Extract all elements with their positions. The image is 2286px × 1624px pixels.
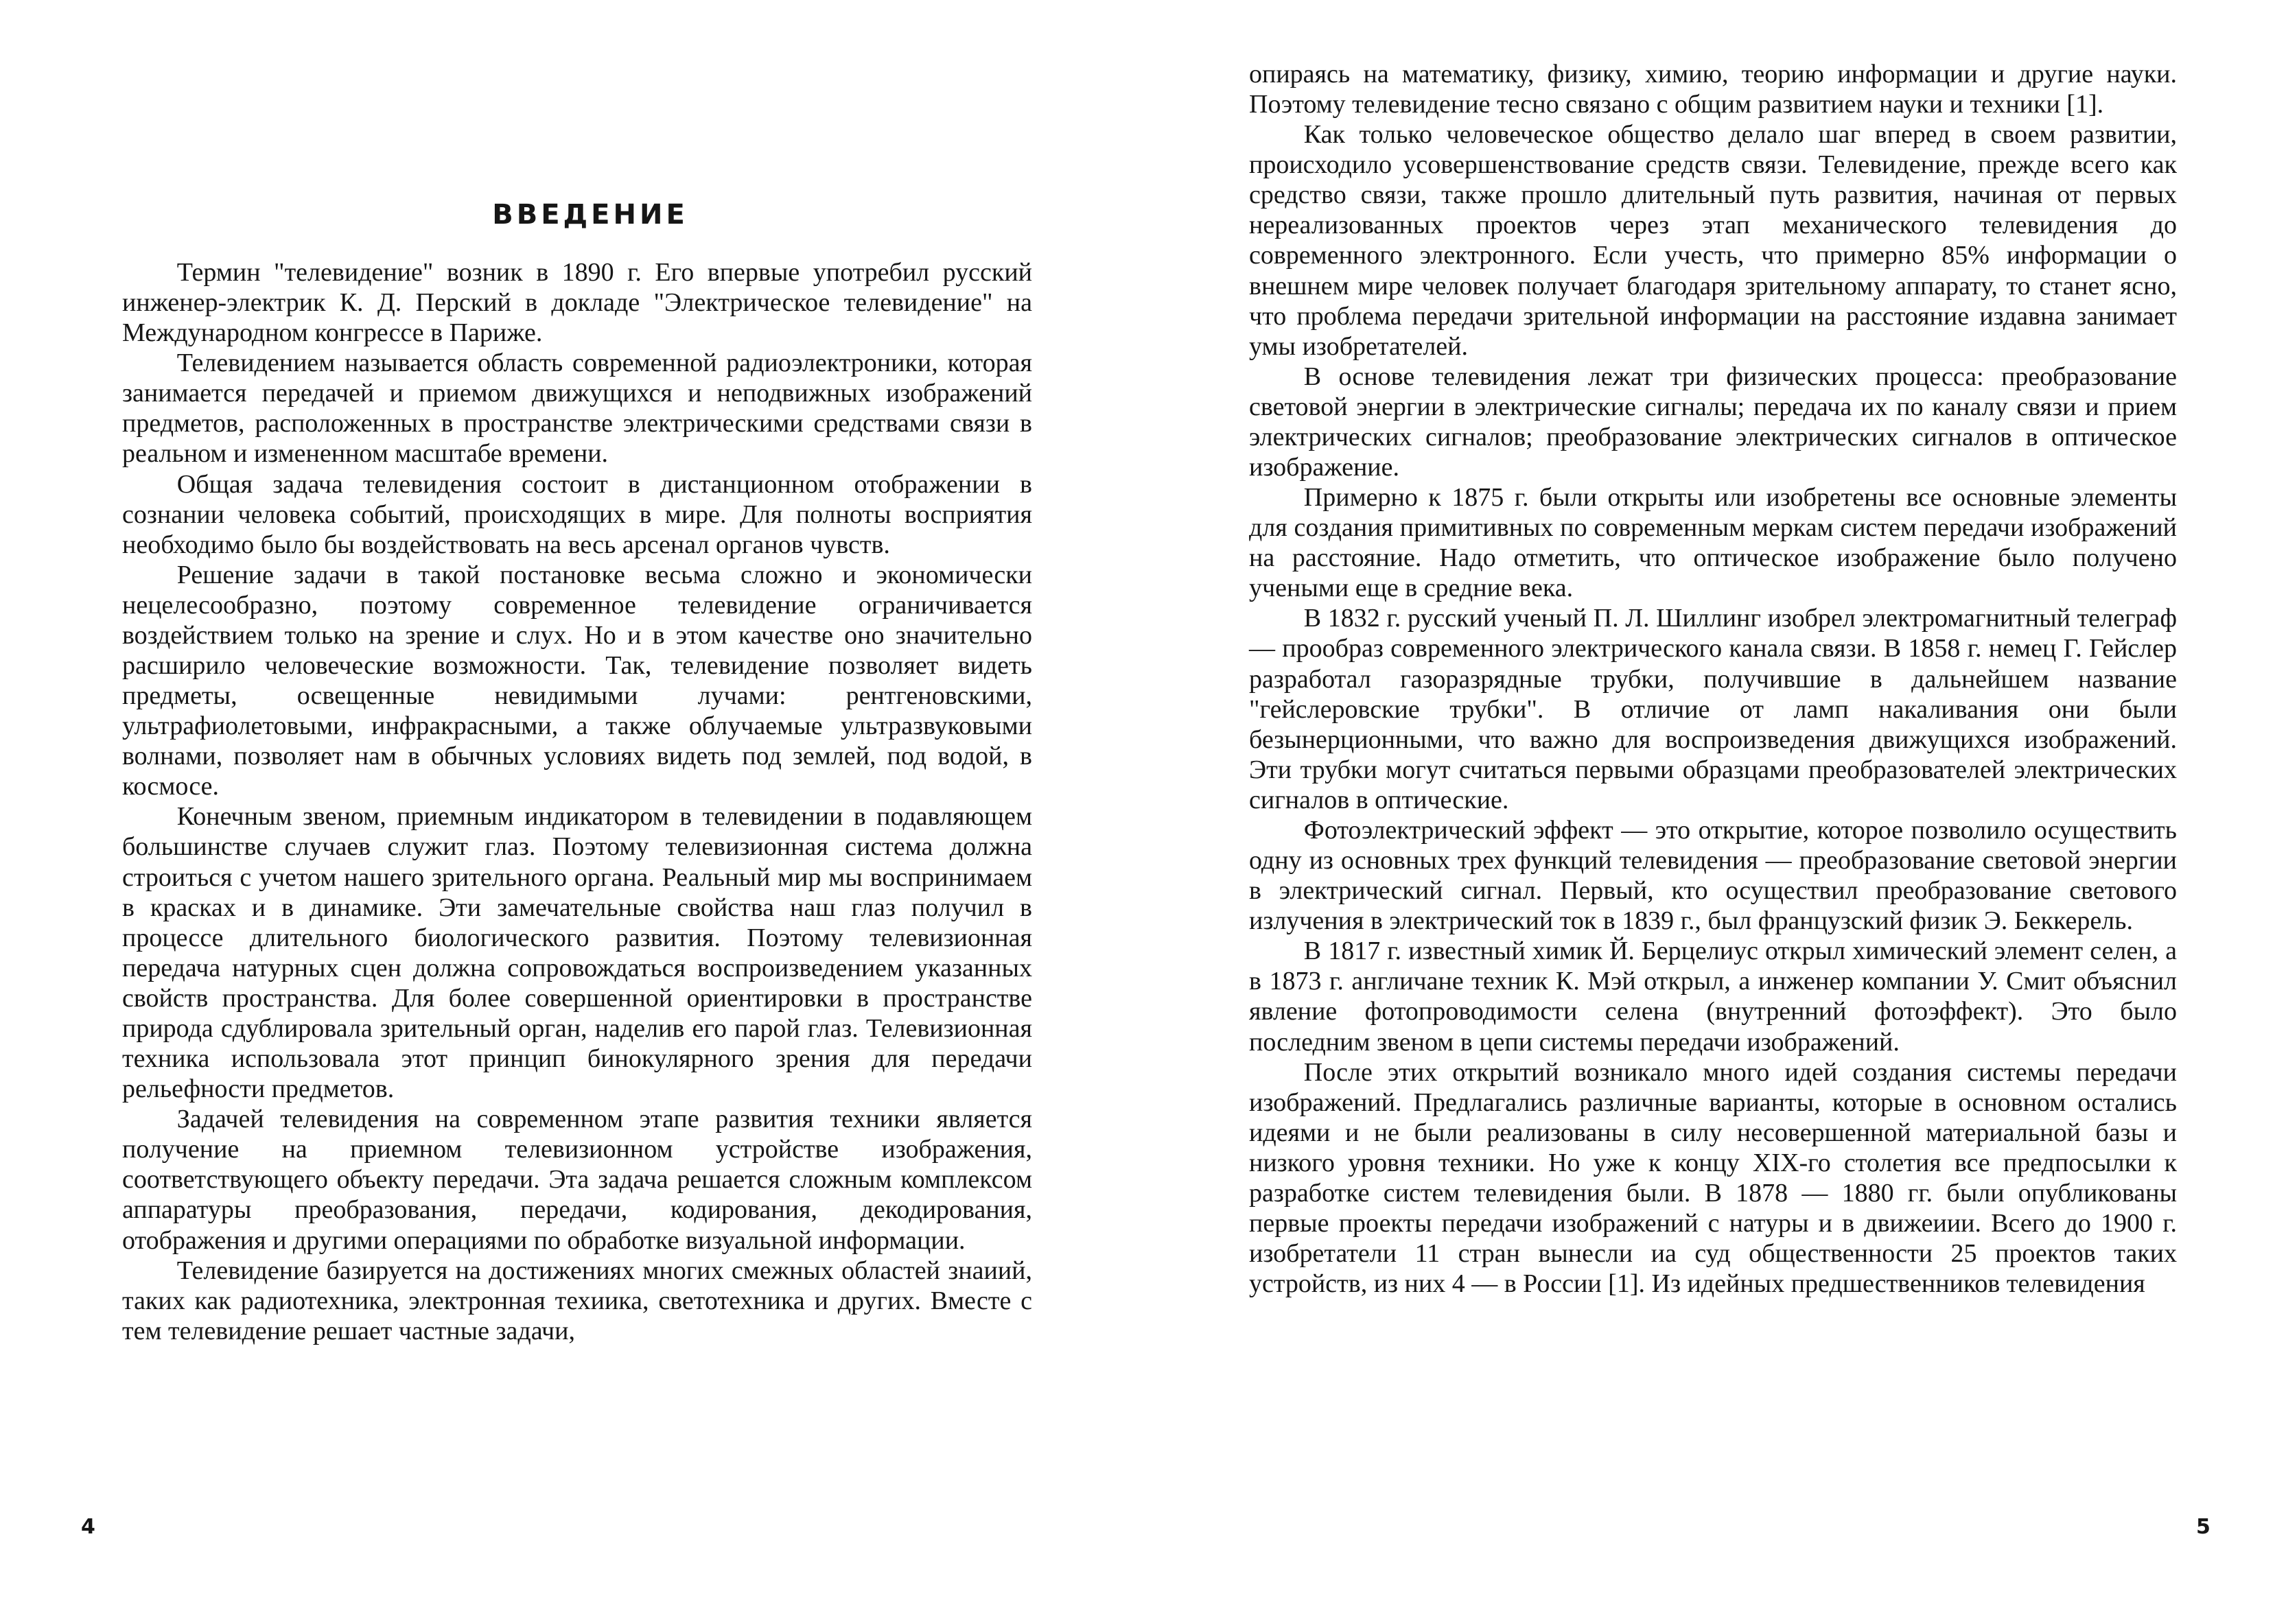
- paragraph: Фотоэлектрический эффект — это открытие, которое позволило осуществить одну из основных трех функций телевидения — преобразование световой энергии в электрический сигнал. Первый, кто осуществил преобразование светового излучения в электрический ток в 1839 г., был французский физик Э. Беккерель.: [1249, 815, 2177, 936]
- paragraph: Примерно к 1875 г. были открыты или изобретены все основные элементы для создания примитивных по современным меркам систем передачи изображений на расстояние. Надо отметить, что оптическое изображение было получено учеными еще в средние века.: [1249, 483, 2177, 603]
- paragraph: Задачей телевидения на современном этапе развития техники является получение на приемном телевизионном устройстве изображения, соответствующего объекту передачи. Эта задача решается сложным комплексом аппаратуры преобразования, передачи, кодирования, декодирования, отображения и другими операциями по обработке визуальной информации.: [122, 1105, 1032, 1255]
- page-number-right: 5: [2196, 1515, 2211, 1539]
- paragraph: Телевидение базируется на достижениях многих смежных областей знаиий, таких как радиотехника, электронная техиика, светотехника и других. Вместе с тем телевидение решает частные задачи,: [122, 1256, 1032, 1345]
- paragraph: Термин "телевидение" возник в 1890 г. Его впервые употребил русский инженер-электрик К. Д. Перский в докладе "Электрическое телевидение" на Международном конгрессе в Париже.: [122, 258, 1032, 348]
- paragraph: Решение задачи в такой постановке весьма сложно и экономически нецелесообразно, поэтому современное телевидение ограничивается воздействием только на зрение и слух. Но и в этом качестве оно значительно расширило человеческие возможности. Так, телевидение позволяет видеть предметы, освещенные невидимыми лучами: рентгеновскими, ультрафиолетовыми, инфракрасными, а также облучаемые ультразвуковыми волнами, позволяет нам в обычных условиях видеть под землей, под водой, в космосе.: [122, 560, 1032, 801]
- right-page: [1139, 0, 2286, 1624]
- paragraph: Телевидением называется область современной радиоэлектроники, которая занимается передачей и приемом движущихся и неподвижных изображений предметов, расположенных в пространстве электрическими средствами связи в реальном и измененном масштабе времени.: [122, 349, 1032, 469]
- paragraph: После этих открытий возникало много идей создания системы передачи изображений. Предлагались различные варианты, которые в основном остались идеями и не были реализованы в силу несовершенной материальной базы и низкого уровня техники. Но уже к концу XIX-го столетия все предпосылки к разработке систем телевидения были. В 1878 — 1880 гг. были опубликованы первые проекты передачи изображений с натуры и в движеиии. Всего до 1900 г. изобретатели 11 стран вынесли иа суд общественности 25 проектов таких устройств, из них 4 — в России [1]. Из идейных предшественников телевидения: [1249, 1057, 2177, 1299]
- paragraph: Как только человеческое общество делало шаг вперед в своем развитии, происходило усовершенствование средств связи. Телевидение, прежде всего как средство связи, также прошло длительный путь развития, начиная от первых нереализованных проектов через этап механического телевидения до современного электронного. Если учесть, что примерно 85% информации о внешнем мире человек получает благодаря зрительному аппарату, то станет ясно, что проблема передачи зрительной информации на расстояние издавна занимает умы изобретателей.: [1249, 120, 2177, 361]
- paragraph: Общая задача телевидения состоит в дистанционном отображении в сознании человека событий, происходящих в мире. Для полноты восприятия необходимо было бы воздействовать на весь арсенал органов чувств.: [122, 469, 1032, 559]
- paragraph: В 1817 г. известный химик Й. Берцелиус открыл химический элемент селен, а в 1873 г. англичане техник К. Мэй открыл, а инженер компании У. Смит объяснил явление фотопроводимости селена (внутренний фотоэффект). Это было последним звеном в цепи системы передачи изображений.: [1249, 937, 2177, 1057]
- paragraph: В 1832 г. русский ученый П. Л. Шиллинг изобрел электромагнитный телеграф — прообраз современного электрического канала связи. В 1858 г. немец Г. Гейслер разработал газоразрядные трубки, получившие в дальнейшем название "гейслеровские трубки". В отличие от ламп накаливания они были безынерционными, что важно для воспроизведения движущихся изображений. Эти трубки могут считаться первыми образцами преобразователей электрических сигналов в оптические.: [1249, 604, 2177, 814]
- paragraph-continued: опираясь на математику, физику, химию, теорию информации и другие науки. Поэтому телевидение тесно связано с общим развитием науки и техники [1].: [1249, 60, 2177, 119]
- paragraph: Конечным звеном, приемным индикатором в телевидении в подавляющем большинстве случаев служит глаз. Поэтому телевизионная система должна строиться с учетом нашего зрительного органа. Реальный мир мы воспринимаем в красках и в динамике. Эти замечательные свойства наш глаз получил в процессе длительного биологического развития. Поэтому телевизионная передача натурных сцен должна сопровождаться воспроизведением указанных свойств пространства. Для более совершенной ориентировки в пространстве природа сдублировала зрительный орган, наделив его парой глаз. Телевизионная техника использовала этот принцип бинокулярного зрения для передачи рельефности предметов.: [122, 802, 1032, 1104]
- right-page-text: [1249, 59, 2177, 1299]
- left-page: [0, 0, 1139, 1624]
- paragraph: В основе телевидения лежат три физических процесса: преобразование световой энергии в электрические сигналы; передача их по каналу связи и прием электрических сигналов; преобразование электрических сигналов в оптическое изображение.: [1249, 362, 2177, 482]
- left-page-text: [122, 257, 1032, 1346]
- page-number-left: 4: [81, 1515, 95, 1539]
- chapter-heading: ВВЕДЕНИЕ: [492, 199, 688, 231]
